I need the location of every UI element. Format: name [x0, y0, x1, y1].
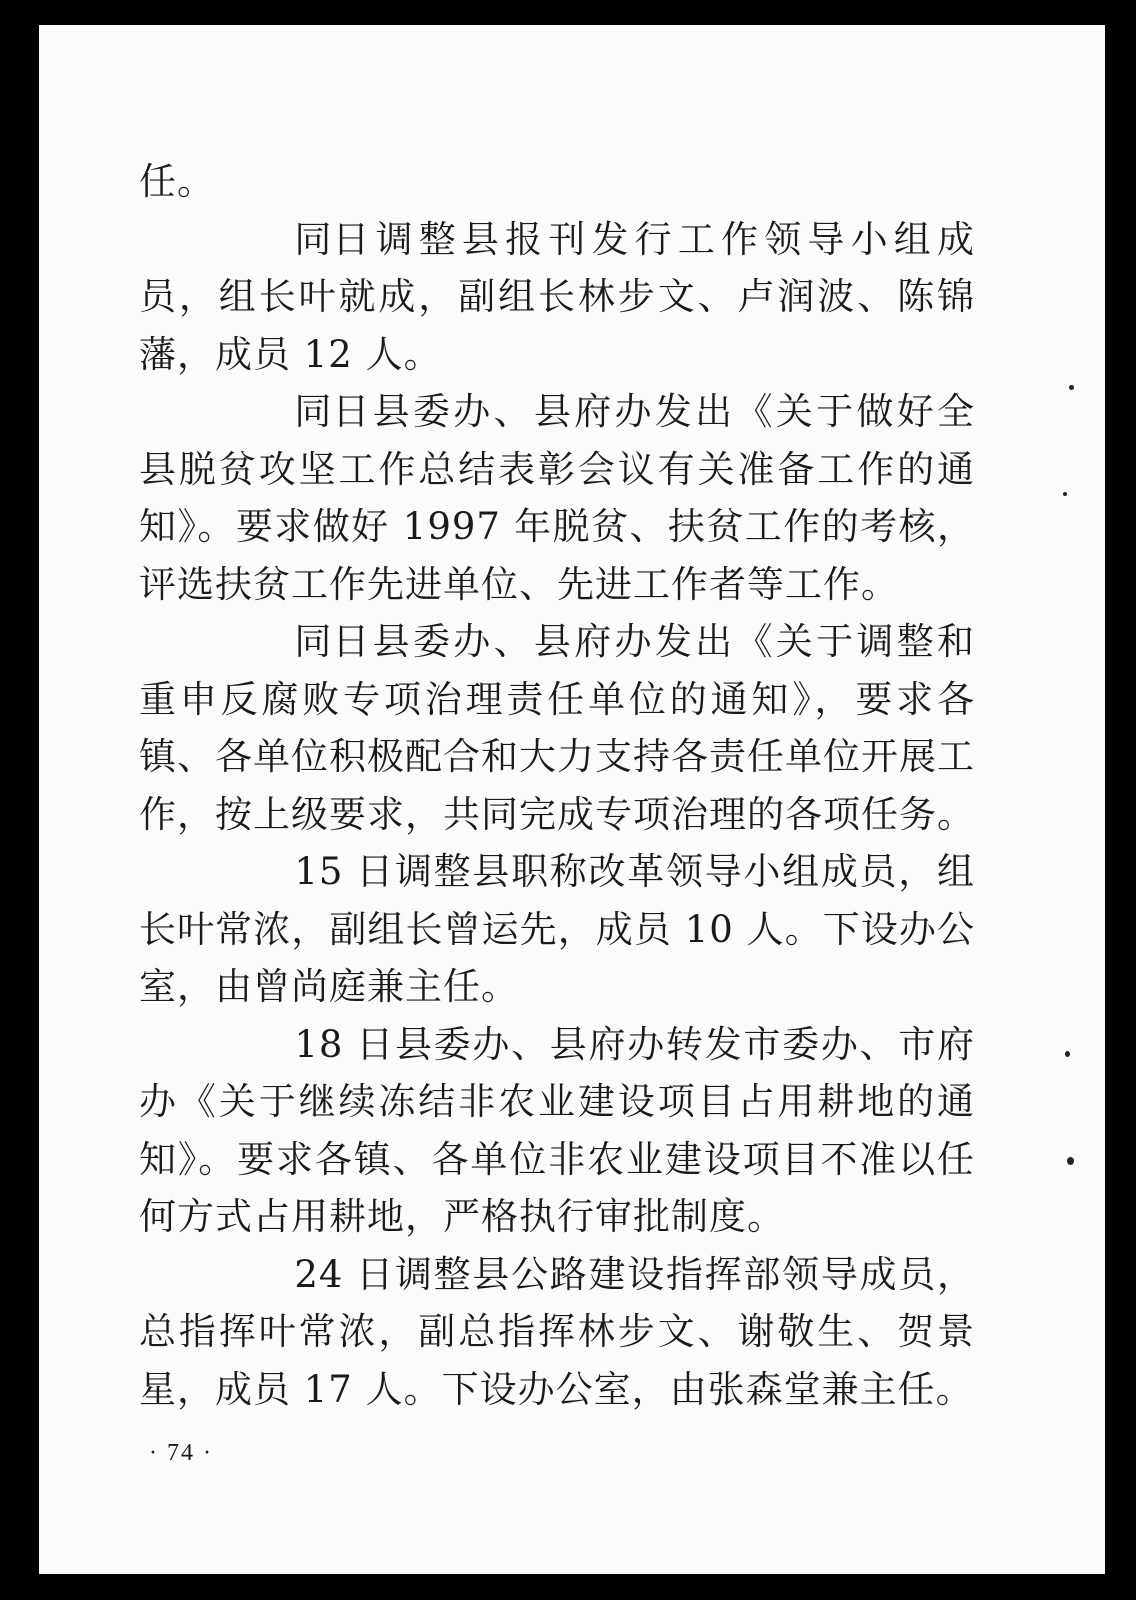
entry-date: 同日	[294, 217, 371, 261]
scan-speck	[1069, 385, 1074, 390]
paragraph-text: 任。	[139, 160, 215, 203]
paragraph-entry	[139, 1016, 975, 1246]
entry-date: 同日	[294, 620, 371, 663]
entry-date: 15 日	[294, 850, 395, 893]
scan-speck	[1067, 1157, 1074, 1165]
paragraph-entry	[139, 843, 975, 1016]
paragraph-text: 县委办、县府办发出《关于调整和重申反腐败专项治理责任单位的通知》，要求各镇、各单位积极配合和大力支持各责任单位开展工作，按上级要求，共同完成专项治理的各项任务。	[139, 620, 975, 836]
body-text	[139, 153, 975, 1418]
entry-date: 24 日	[294, 1252, 395, 1296]
paragraph-entry	[139, 1246, 975, 1419]
entry-date: 18 日	[294, 1022, 395, 1066]
paragraph-text: 调整县公路建设指挥部领导成员，总指挥叶常浓，副总指挥林步文、谢敬生、贺景星，成员 17 人。下设办公室，由张森堂兼主任。	[139, 1252, 975, 1411]
paragraph-text: 县委办、县府办转发市委办、市府办《关于继续冻结非农业建设项目占用耕地的通知》。要求各镇、各单位非农业建设项目不准以任何方式占用耕地，严格执行审批制度。	[139, 1022, 975, 1238]
entry-date: 同日	[294, 390, 371, 433]
paragraph-text: 调整县报刊发行工作领导小组成员，组长叶就成，副组长林步文、卢润波、陈锦藩，成员 12 人。	[139, 217, 975, 376]
scan-speck	[1063, 492, 1067, 496]
paragraph-entry	[139, 383, 975, 613]
paragraph-entry	[139, 211, 975, 384]
paragraph-continuation	[139, 153, 975, 211]
document-page	[39, 25, 1105, 1574]
page-number: · 74 ·	[149, 1440, 213, 1466]
paragraph-entry	[139, 613, 975, 843]
scan-speck	[1065, 1051, 1070, 1057]
paragraph-text: 调整县职称改革领导小组成员，组长叶常浓，副组长曾运先，成员 10 人。下设办公室，由曾尚庭兼主任。	[139, 850, 975, 1008]
paragraph-text: 县委办、县府办发出《关于做好全县脱贫攻坚工作总结表彰会议有关准备工作的通知》。要求做好 1997 年脱贫、扶贫工作的考核，评选扶贫工作先进单位、先进工作者等工作。	[139, 390, 975, 606]
